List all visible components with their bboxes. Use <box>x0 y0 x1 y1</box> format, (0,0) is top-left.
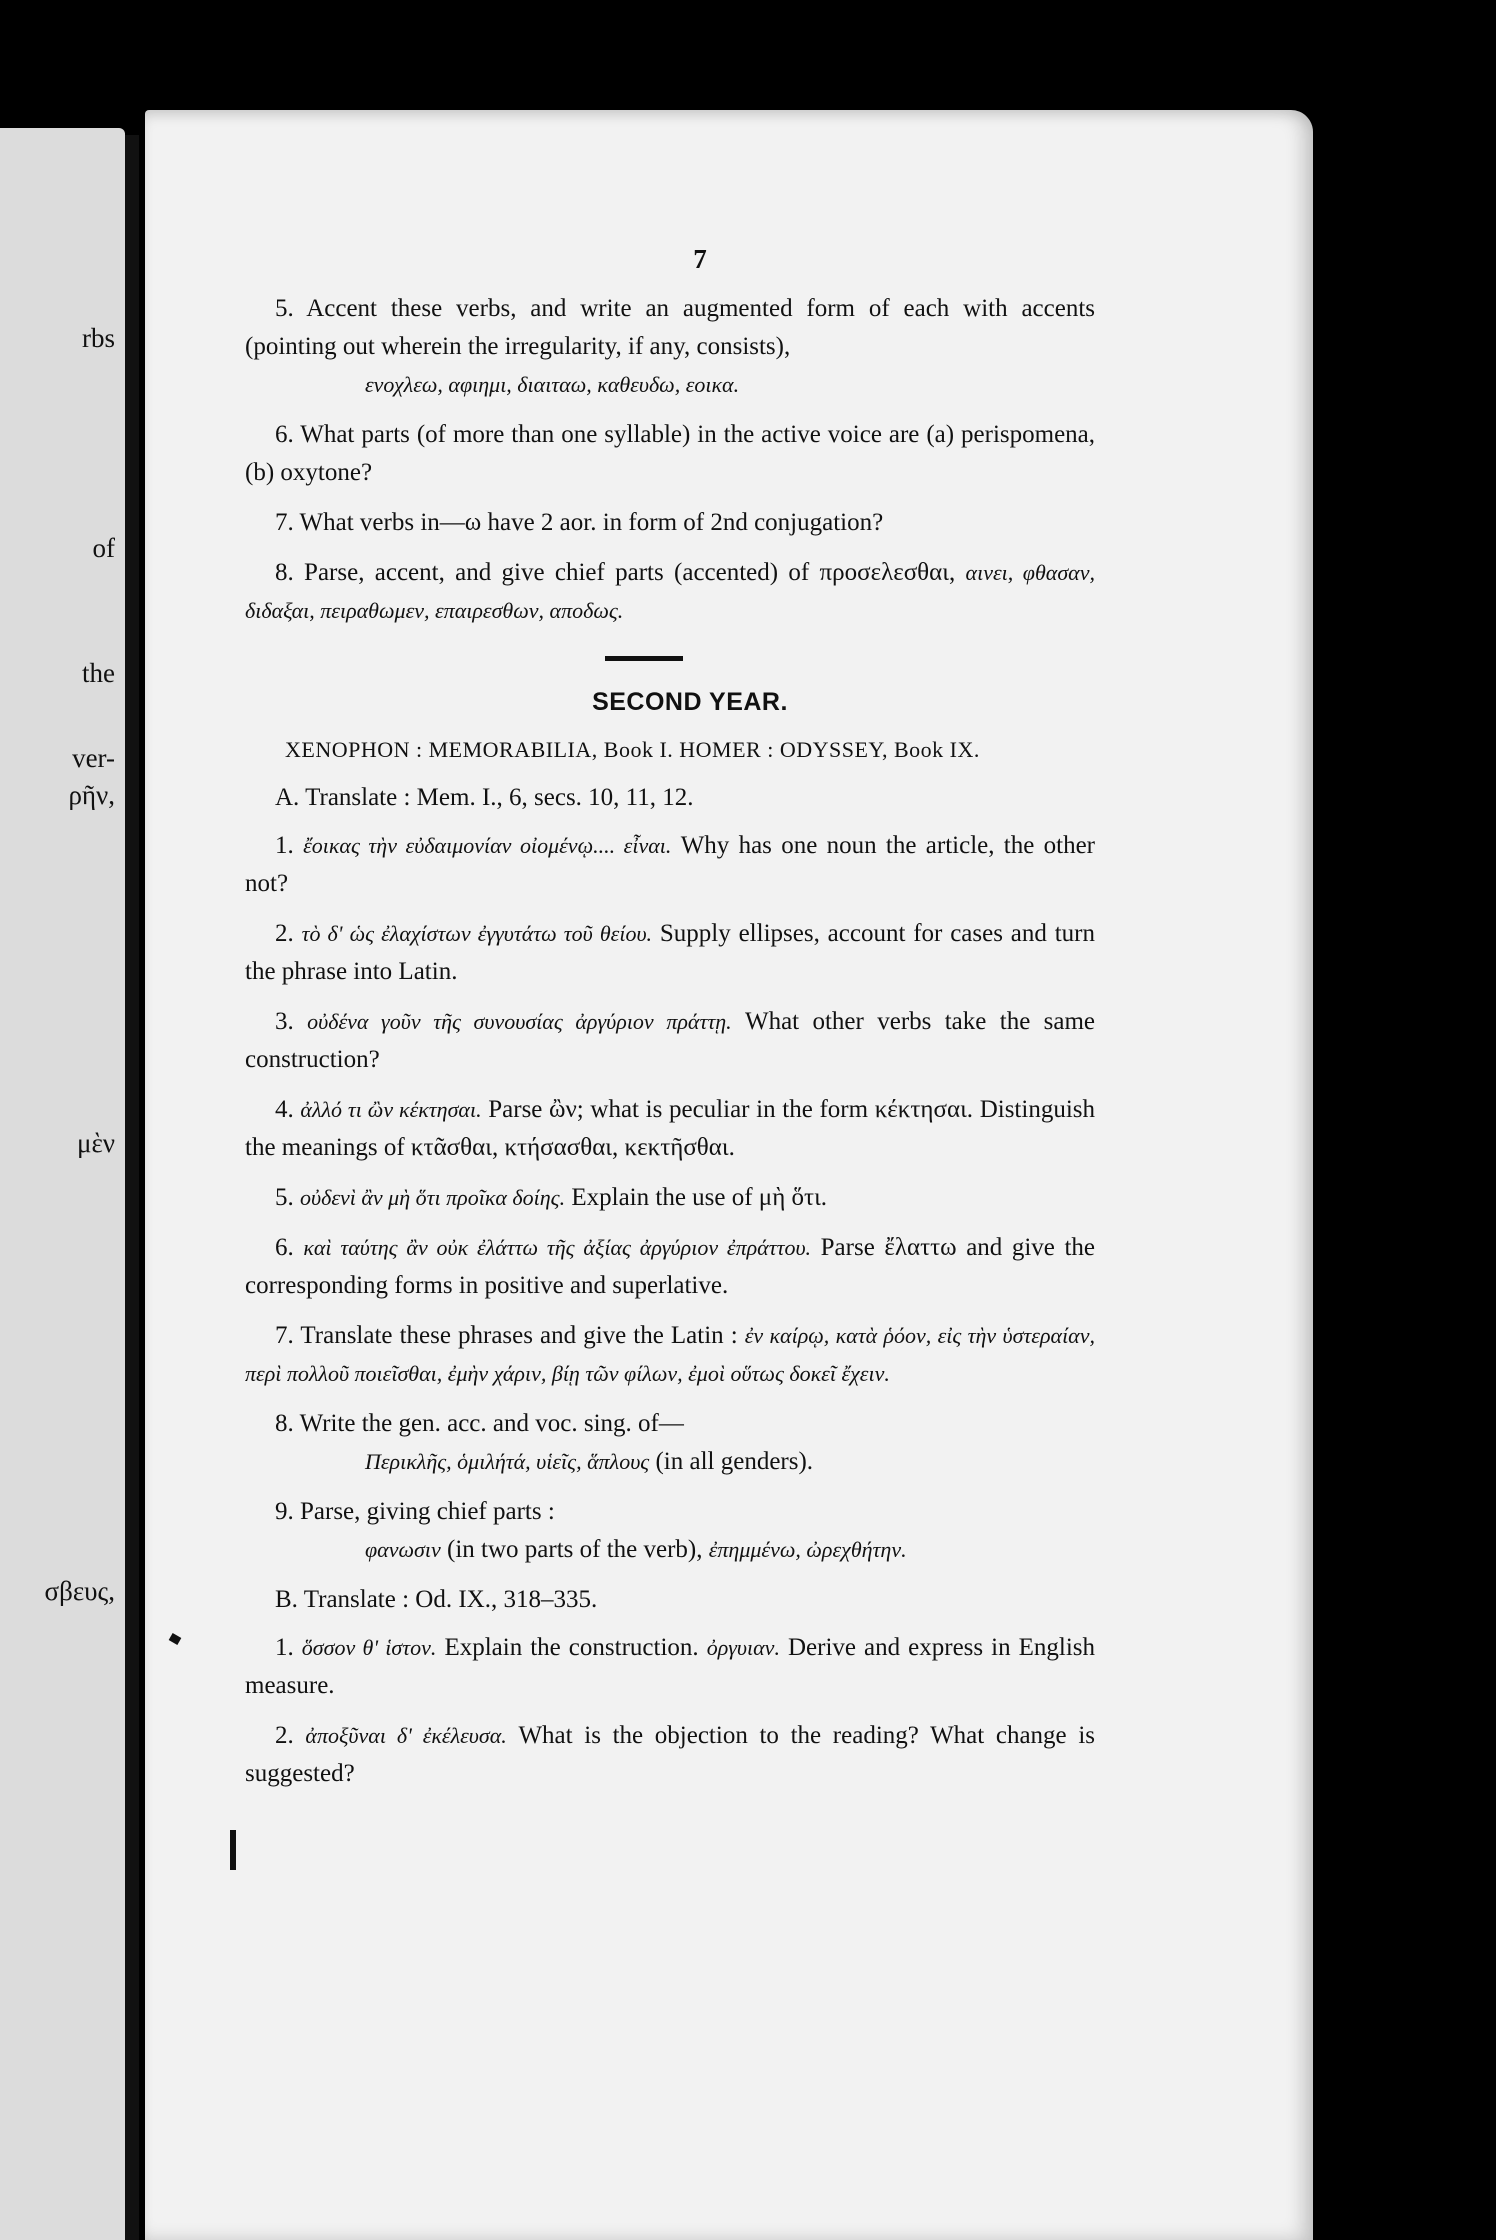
question-text: Derive and express in English measure. <box>245 1634 1096 1699</box>
question-text: 6. What parts (of more than one syllable) in the active voice are (a) <box>275 421 955 448</box>
question-number: 8. <box>275 1410 294 1437</box>
question-block <box>245 1717 1095 1793</box>
previous-page-fragment: ρῆν, <box>68 780 115 810</box>
previous-page-fragment: ver- <box>72 743 115 773</box>
question-number: 5. <box>275 1184 294 1211</box>
question-block <box>245 290 1095 404</box>
question-block <box>245 1629 1095 1705</box>
section-title: SECOND YEAR. <box>592 688 788 716</box>
greek-text: ὀργυιαν. <box>706 1635 780 1660</box>
greek-text: οὐδένα γοῦν τῆς συνουσίας ἀργύριον πράττῃ. <box>307 1009 732 1034</box>
section-subtitle: XENOPHON : MEMORABILIA, Book I. HOMER : ODYSSEY, Book IX. <box>285 737 980 762</box>
greek-text: ἀποξῦναι δ' ἐκέλευσα. <box>305 1723 507 1748</box>
question-block <box>245 1317 1095 1393</box>
greek-text: φανωσιν <box>365 1537 441 1562</box>
greek-text: τὸ δ' ὡς ἐλαχίστων ἐγγυτάτω τοῦ θείου. <box>301 921 653 946</box>
question-number: 4. <box>275 1096 294 1123</box>
question-text: 8. Parse, accent, and give chief parts (accented) of προσελεσθαι, <box>275 559 956 586</box>
question-block <box>245 1003 1095 1079</box>
question-number: 7. <box>275 1322 294 1349</box>
previous-page-fragment: rbs <box>82 323 115 353</box>
greek-text: Περικλῆς, ὁμιλήτά, υἱεῖς, ἅπλους <box>365 1449 650 1474</box>
question-text: What other verbs take the same construction? <box>245 1008 1096 1073</box>
question-block <box>245 504 1095 542</box>
translate-label: B. Translate : Od. IX., 318–335. <box>275 1586 598 1613</box>
page-gutter <box>125 135 139 2240</box>
ink-blot <box>230 1830 236 1870</box>
question-text: Translate these phrases and give the Latin : <box>300 1322 738 1349</box>
question-text: What is the objection to the reading? What change is suggested? <box>245 1722 1095 1787</box>
page-content <box>245 240 1095 1805</box>
previous-page-fragment: of <box>92 533 115 563</box>
question-block <box>245 915 1095 991</box>
question-text: Parse ἔλαττω and give the corresponding forms in positive and superlative. <box>245 1234 1096 1299</box>
greek-text: αινει, φθασαν, διδαξαι, πειραθωμεν, επαιρεσθων, αποδως. <box>245 560 1095 623</box>
question-number: 2. <box>275 920 294 947</box>
previous-page-fragment: μὲν <box>76 1128 115 1158</box>
question-text: Why has one noun the article, the other not? <box>245 832 1096 897</box>
question-text: 5. Accent these verbs, and write an augmented form of each with <box>275 295 1008 322</box>
question-block <box>245 1493 1095 1569</box>
section-divider <box>605 656 683 661</box>
greek-text: ἔοικας τὴν εὐδαιμονίαν οἰομένῳ.... εἶναι. <box>303 833 672 858</box>
question-number: 3. <box>275 1008 294 1035</box>
question-block <box>245 827 1095 903</box>
previous-page-fragment: σβευς, <box>44 1576 115 1606</box>
question-text: (in two parts of the verb), <box>447 1536 703 1563</box>
question-number: 9. <box>275 1498 294 1525</box>
question-number: 2. <box>275 1722 294 1749</box>
document-page <box>145 110 1313 2240</box>
question-number: 1. <box>275 1634 294 1661</box>
translate-label: A. Translate : Mem. I., 6, secs. 10, 11, 12. <box>275 784 694 811</box>
question-block <box>245 1091 1095 1167</box>
greek-text: ὅσσον θ' ἱστον. <box>301 1635 437 1660</box>
question-text: Explain the use of μὴ ὅτι. <box>571 1184 828 1211</box>
greek-text: ἐπημμένω, ὠρεχθήτην. <box>708 1537 907 1562</box>
greek-text: ενοχλεω, αφιημι, διαιταω, καθευδω, εοικα. <box>365 372 740 397</box>
question-text: (in all genders). <box>655 1448 814 1475</box>
page-number: 7 <box>693 244 707 274</box>
question-block <box>245 1229 1095 1305</box>
question-text: 7. What verbs in—ω have 2 aor. in form of 2nd conjugation? <box>275 509 884 536</box>
question-number: 1. <box>275 832 294 859</box>
question-text: Explain the construction. <box>444 1634 699 1661</box>
previous-page-strip <box>0 128 125 2240</box>
question-text: Parse, giving chief parts : <box>300 1498 555 1525</box>
question-block <box>245 416 1095 492</box>
question-number: 6. <box>275 1234 294 1261</box>
previous-page-fragment: the <box>82 658 115 688</box>
question-block <box>245 554 1095 630</box>
question-text: perispomena, (b) oxytone? <box>245 421 1096 486</box>
ink-blot <box>169 1633 182 1645</box>
question-block <box>245 1405 1095 1481</box>
question-text: Supply ellipses, account for cases and turn the phrase into Latin. <box>245 920 1096 985</box>
greek-text: ἐν καίρῳ, κατὰ ῥόον, εἰς τὴν ὑστεραίαν, περὶ πολλοῦ ποιεῖσθαι, ἐμὴν χάριν, βίῃ τῶν φίλων, ἐμοὶ οὕτως δοκεῖ ἔχειν. <box>245 1323 1095 1386</box>
question-block <box>245 1179 1095 1217</box>
greek-text: οὐδενὶ ἂν μὴ ὅτι προῖκα δοίης. <box>300 1185 566 1210</box>
question-text: accents (pointing out wherein the irregularity, if any, consists), <box>245 295 1095 360</box>
question-text: Write the gen. acc. and voc. sing. of— <box>299 1410 684 1437</box>
question-text: Parse ὢν; what is peculiar in the form κέκτησαι. Distinguish the meanings of κτᾶσθαι, κτήσασθαι, κεκτῆσθαι. <box>245 1096 1096 1161</box>
greek-text: καὶ ταύτης ἂν οὐκ ἐλάττω τῆς ἀξίας ἀργύριον ἐπράττου. <box>303 1235 812 1260</box>
greek-text: ἀλλό τι ὢν κέκτησαι. <box>300 1097 482 1122</box>
